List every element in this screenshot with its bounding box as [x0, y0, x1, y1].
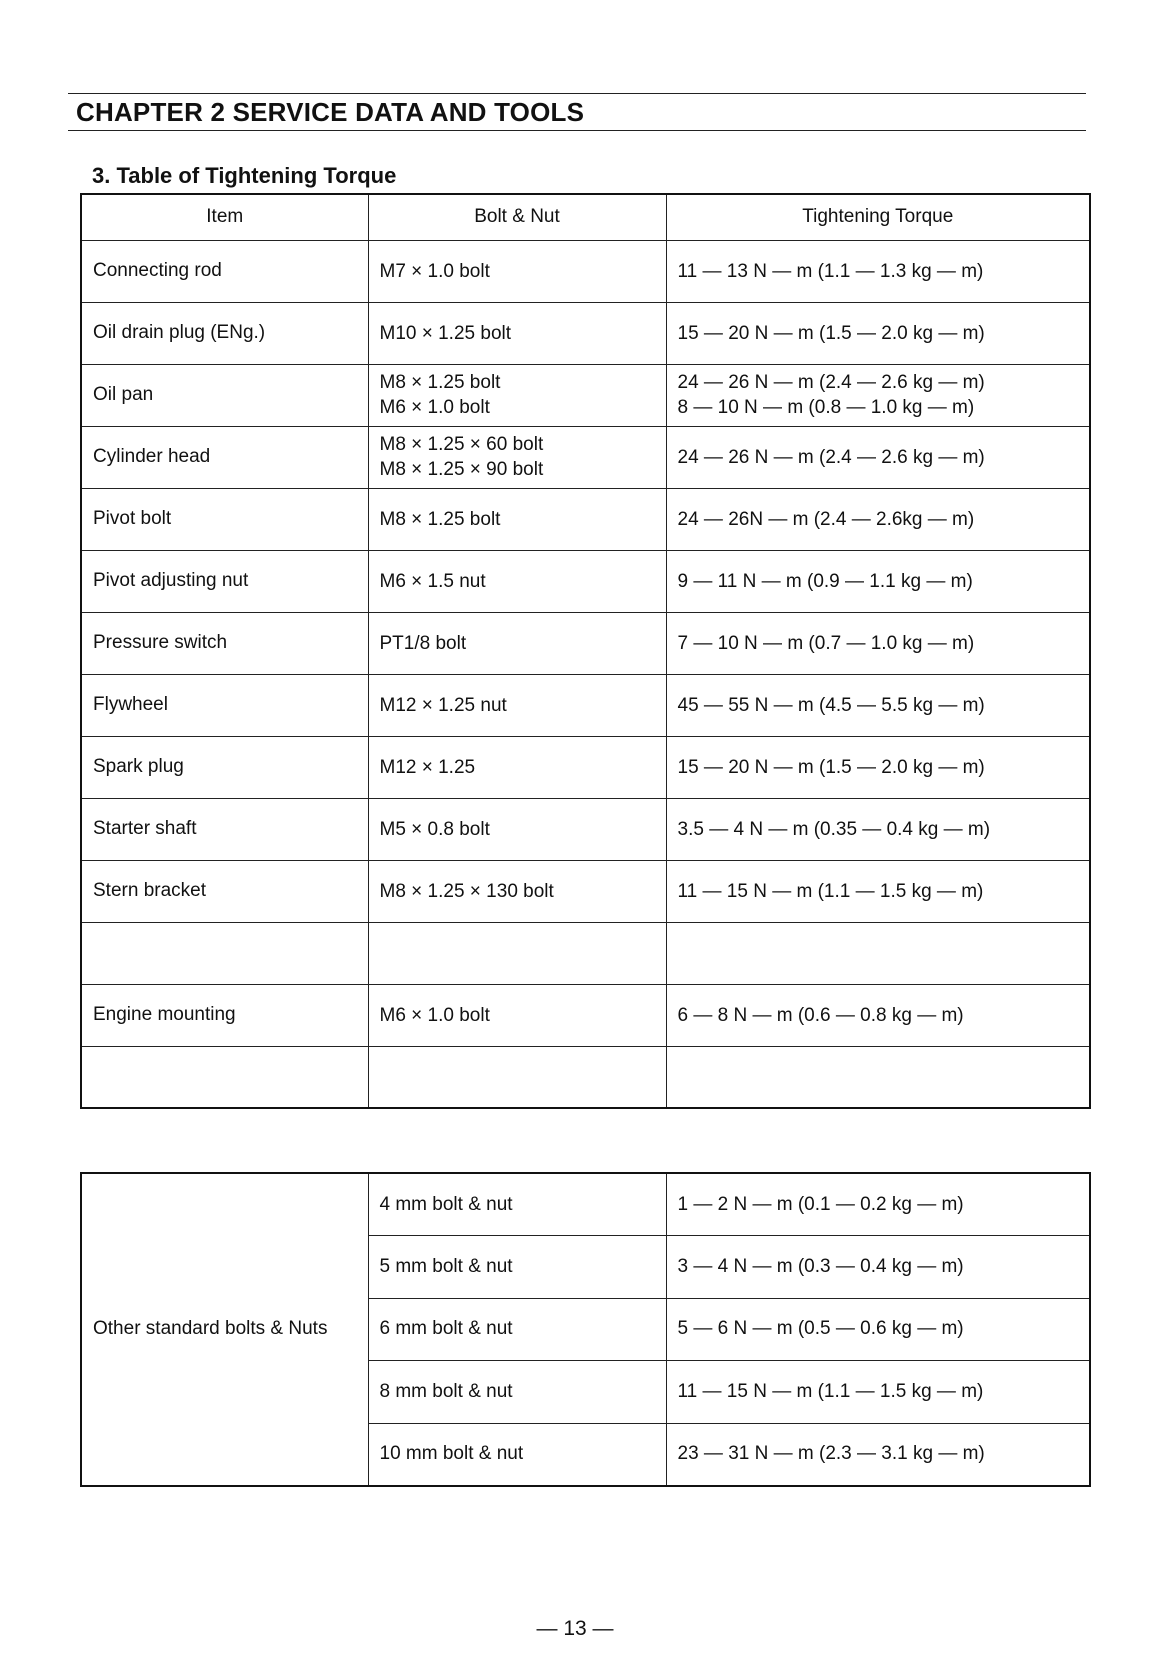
chapter-title: CHAPTER 2 SERVICE DATA AND TOOLS: [76, 97, 585, 127]
torque-cell: 1 — 2 N — m (0.1 — 0.2 kg — m): [666, 1173, 1090, 1236]
item-cell: Oil drain plug (ENg.): [81, 302, 368, 364]
torque-cell: [666, 612, 1090, 674]
torque-value: 45 — 55 N — m (4.5 — 5.5 kg — m): [677, 694, 985, 716]
bolt-nut-cell: [368, 302, 666, 364]
bolt-nut-value: PT1/8 bolt: [379, 632, 467, 654]
torque-cell: [666, 364, 1090, 426]
torque-cell: [666, 798, 1090, 860]
bolt-nut-cell: [368, 922, 666, 984]
bolt-nut-value: M8 × 1.25 bolt: [379, 372, 501, 393]
bolt-nut-value: M7 × 1.0 bolt: [379, 260, 490, 282]
torque-cell: [666, 426, 1090, 488]
bolt-nut-cell: 5 mm bolt & nut: [368, 1236, 666, 1299]
table-row: [81, 364, 1090, 426]
table-row: [81, 736, 1090, 798]
torque-value: 24 — 26 N — m (2.4 — 2.6 kg — m): [677, 446, 985, 468]
item-cell: Engine mounting: [81, 984, 368, 1046]
bolt-nut-value: M10 × 1.25 bolt: [379, 322, 512, 344]
item-cell: Spark plug: [81, 736, 368, 798]
torque-cell: 3 — 4 N — m (0.3 — 0.4 kg — m): [666, 1236, 1090, 1299]
torque-cell: [666, 674, 1090, 736]
torque-value: 24 — 26N — m (2.4 — 2.6kg — m): [677, 508, 975, 530]
item-cell: Pivot adjusting nut: [81, 550, 368, 612]
item-cell: Oil pan: [81, 364, 368, 426]
bolt-nut-cell: [368, 612, 666, 674]
bolt-nut-value: M8 × 1.25 × 60 bolt: [379, 434, 544, 455]
table-row: [81, 922, 1090, 984]
bolt-nut-value: M8 × 1.25 × 130 bolt: [379, 880, 554, 902]
torque-cell: [666, 922, 1090, 984]
bolt-nut-value: M6 × 1.5 nut: [379, 570, 486, 592]
bolt-nut-cell: [368, 984, 666, 1046]
torque-cell: [666, 550, 1090, 612]
table-row: [81, 550, 1090, 612]
torque-value: 15 — 20 N — m (1.5 — 2.0 kg — m): [677, 322, 985, 344]
bolt-nut-value: M12 × 1.25: [379, 756, 476, 778]
torque-cell: [666, 488, 1090, 550]
torque-cell: 23 — 31 N — m (2.3 — 3.1 kg — m): [666, 1423, 1090, 1486]
table-row: [81, 488, 1090, 550]
torque-cell: [666, 1046, 1090, 1108]
standard-bolts-table: [80, 1172, 1091, 1487]
torque-value: 11 — 13 N — m (1.1 — 1.3 kg — m): [677, 260, 984, 282]
item-cell: Other standard bolts & Nuts: [81, 1173, 368, 1486]
table-row: [81, 860, 1090, 922]
bolt-nut-cell: [368, 674, 666, 736]
bolt-nut-cell: 8 mm bolt & nut: [368, 1361, 666, 1424]
column-header-item: Item: [81, 194, 368, 240]
torque-value: 6 — 8 N — m (0.6 — 0.8 kg — m): [677, 1004, 964, 1026]
bolt-nut-cell: [368, 488, 666, 550]
torque-cell: [666, 860, 1090, 922]
item-cell: [81, 922, 368, 984]
table-header-row: [81, 194, 1090, 240]
table-row: [81, 426, 1090, 488]
torque-cell: [666, 984, 1090, 1046]
torque-value: 11 — 15 N — m (1.1 — 1.5 kg — m): [677, 880, 984, 902]
bolt-nut-cell: [368, 550, 666, 612]
torque-value: 7 — 10 N — m (0.7 — 1.0 kg — m): [677, 632, 975, 654]
bolt-nut-cell: [368, 860, 666, 922]
torque-value: 24 — 26 N — m (2.4 — 2.6 kg — m): [677, 372, 985, 393]
torque-table-body: [81, 240, 1090, 1108]
bolt-nut-cell: [368, 364, 666, 426]
torque-table: [80, 193, 1091, 1109]
standard-bolts-table-body: [81, 1173, 1090, 1486]
torque-cell: [666, 240, 1090, 302]
bolt-nut-cell: [368, 736, 666, 798]
table-row: [81, 674, 1090, 736]
item-cell: Flywheel: [81, 674, 368, 736]
table-row: [81, 1046, 1090, 1108]
bolt-nut-value: M12 × 1.25 nut: [379, 694, 507, 716]
table-row: [81, 1173, 1090, 1236]
section-title: 3. Table of Tightening Torque: [92, 163, 397, 188]
column-header-tightening-torque: Tightening Torque: [666, 194, 1090, 240]
table-row: [81, 240, 1090, 302]
bolt-nut-cell: 10 mm bolt & nut: [368, 1423, 666, 1486]
column-header-bolt-nut: Bolt & Nut: [368, 194, 666, 240]
item-cell: Stern bracket: [81, 860, 368, 922]
item-cell: [81, 1046, 368, 1108]
page-number: — 13 —: [536, 1617, 614, 1640]
torque-value: 8 — 10 N — m (0.8 — 1.0 kg — m): [677, 397, 975, 418]
table-row: [81, 798, 1090, 860]
item-cell: Pivot bolt: [81, 488, 368, 550]
bolt-nut-value: M8 × 1.25 × 90 bolt: [379, 459, 544, 480]
bolt-nut-cell: [368, 798, 666, 860]
torque-value: 9 — 11 N — m (0.9 — 1.1 kg — m): [677, 570, 973, 592]
torque-cell: [666, 302, 1090, 364]
bolt-nut-cell: [368, 426, 666, 488]
torque-value: 3.5 — 4 N — m (0.35 — 0.4 kg — m): [677, 818, 991, 840]
bolt-nut-cell: 6 mm bolt & nut: [368, 1298, 666, 1361]
bolt-nut-value: M5 × 0.8 bolt: [379, 818, 490, 840]
bolt-nut-cell: [368, 1046, 666, 1108]
torque-cell: 5 — 6 N — m (0.5 — 0.6 kg — m): [666, 1298, 1090, 1361]
torque-cell: [666, 736, 1090, 798]
bolt-nut-value: M6 × 1.0 bolt: [379, 397, 490, 418]
table-row: [81, 612, 1090, 674]
torque-value: 15 — 20 N — m (1.5 — 2.0 kg — m): [677, 756, 985, 778]
torque-cell: 11 — 15 N — m (1.1 — 1.5 kg — m): [666, 1361, 1090, 1424]
item-cell: Pressure switch: [81, 612, 368, 674]
table-row: [81, 984, 1090, 1046]
bolt-nut-cell: 4 mm bolt & nut: [368, 1173, 666, 1236]
item-cell: Cylinder head: [81, 426, 368, 488]
bolt-nut-cell: [368, 240, 666, 302]
item-cell: Starter shaft: [81, 798, 368, 860]
bolt-nut-value: M8 × 1.25 bolt: [379, 508, 501, 530]
item-cell: Connecting rod: [81, 240, 368, 302]
bolt-nut-value: M6 × 1.0 bolt: [379, 1004, 490, 1026]
chapter-header: [68, 93, 1086, 131]
table-row: [81, 302, 1090, 364]
